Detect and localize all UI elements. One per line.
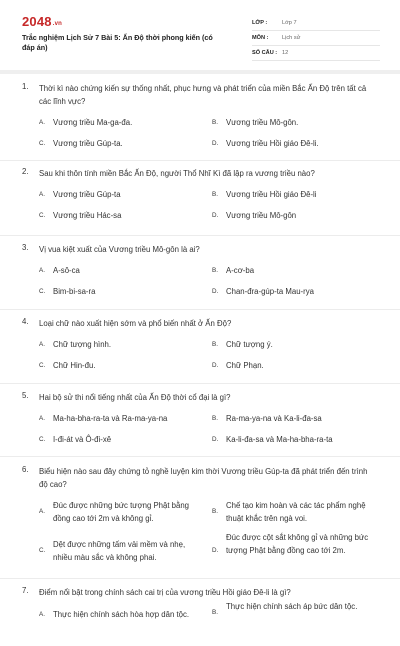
meta-value: Lớp 7 xyxy=(282,20,297,26)
option-text: Vương triều Gúp-ta. xyxy=(53,139,123,148)
question-item xyxy=(0,167,400,236)
meta-value: Lịch sử xyxy=(282,35,301,41)
option-label: B. xyxy=(212,119,218,126)
question-number: 6. xyxy=(22,465,29,474)
question-text: Sau khi thôn tính miền Bắc Ấn Độ, người Thổ Nhĩ Kì đã lập ra vương triều nào? xyxy=(39,169,315,178)
option-label: C. xyxy=(39,547,46,554)
option-label: A. xyxy=(39,119,45,126)
question-number: 5. xyxy=(22,391,29,400)
option-text: Chan-đra-gúp-ta Mau-rya xyxy=(226,287,314,296)
option-label: A. xyxy=(39,191,45,198)
option-label: D. xyxy=(212,288,219,295)
option-text: Vương triều Hác-sa xyxy=(53,211,122,220)
header-divider xyxy=(0,70,400,74)
meta-value: 12 xyxy=(282,50,289,56)
option-text: Ma-ha-bha-ra-ta và Ra-ma-ya-na xyxy=(53,414,168,423)
logo-tld: .vn xyxy=(52,21,63,27)
option-text: Dệt được những tấm vải mềm và nhẹ, nhiều màu sắc và không phai. xyxy=(53,540,186,562)
question-item xyxy=(0,465,400,579)
option-label: D. xyxy=(212,212,219,219)
option-text: Bim-bi-sa-ra xyxy=(53,287,96,296)
option-label: A. xyxy=(39,415,45,422)
option-text: Vương triều Ma-ga-đa. xyxy=(53,118,133,127)
option-text: Chữ tượng hình. xyxy=(53,340,112,349)
option-label: C. xyxy=(39,212,46,219)
option-text: Chữ Phạn. xyxy=(226,361,264,370)
option-text: A-sô-ca xyxy=(53,266,80,275)
question-item xyxy=(0,317,400,384)
question-text: Biểu hiện nào sau đây chứng tỏ nghề luyện kim thời Vương triều Gúp-ta đã phát triển đến trình độ cao? xyxy=(39,467,368,489)
option-text: Chế tạo kim hoàn và các tác phẩm nghệ thuật khắc trên ngà voi. xyxy=(226,501,366,523)
question-text: Điểm nổi bật trong chính sách cai trị của vương triều Hồi giáo Đê-li là gì? xyxy=(39,588,291,597)
option-label: A. xyxy=(39,267,45,274)
option-text: Ka-li-đa-sa và Ma-ha-bha-ra-ta xyxy=(226,435,333,444)
option-label: D. xyxy=(212,436,219,443)
option-label: A. xyxy=(39,508,45,515)
option-label: A. xyxy=(39,341,45,348)
option-text: A-cơ-ba xyxy=(226,266,255,275)
option-label: D. xyxy=(212,140,219,147)
question-number: 7. xyxy=(22,586,29,595)
option-text: Chữ Hin-đu. xyxy=(53,361,96,370)
option-label: B. xyxy=(212,415,218,422)
question-number: 1. xyxy=(22,82,29,91)
question-number: 3. xyxy=(22,243,29,252)
logo-text: 2048 xyxy=(22,14,52,29)
option-label: D. xyxy=(212,547,219,554)
meta-key: SỐ CÂU : xyxy=(252,50,278,56)
meta-row-class xyxy=(252,16,380,31)
question-item xyxy=(0,82,400,161)
option-text: Thực hiện chính sách hòa hợp dân tộc. xyxy=(53,610,190,619)
option-text: Vương triều Mô-gôn xyxy=(226,211,297,220)
document-title: Trắc nghiệm Lịch Sử 7 Bài 5: Ấn Độ thời phong kiến (có đáp án) xyxy=(22,33,213,52)
option-text: I-đi-át và Ô-đi-xê xyxy=(53,435,112,444)
meta-table xyxy=(252,16,380,61)
option-text: Vương triều Gúp-ta xyxy=(53,190,121,199)
meta-key: LỚP : xyxy=(252,20,268,26)
option-label: A. xyxy=(39,611,45,618)
option-label: B. xyxy=(212,191,218,198)
question-number: 4. xyxy=(22,317,29,326)
option-label: B. xyxy=(212,341,218,348)
option-label: D. xyxy=(212,362,219,369)
question-text: Hai bộ sử thi nổi tiếng nhất của Ấn Độ thời cổ đại là gì? xyxy=(39,393,231,402)
question-text: Vị vua kiệt xuất của Vương triều Mô-gôn là ai? xyxy=(39,245,200,254)
option-text: Chữ tượng ý. xyxy=(226,340,273,349)
meta-row-subject xyxy=(252,31,380,46)
option-text: Đúc được cột sắt không gỉ và những bức tượng Phật bằng đồng cao tới 2m. xyxy=(226,533,369,555)
site-logo[interactable] xyxy=(22,14,62,29)
option-label: C. xyxy=(39,436,46,443)
meta-row-count xyxy=(252,46,380,61)
option-label: C. xyxy=(39,362,46,369)
meta-key: MÔN : xyxy=(252,35,269,41)
option-label: C. xyxy=(39,288,46,295)
option-text: Vương triều Mô-gôn. xyxy=(226,118,299,127)
option-label: C. xyxy=(39,140,46,147)
question-text: Loại chữ nào xuất hiện sớm và phổ biến nhất ở Ấn Độ? xyxy=(39,319,232,328)
question-text: Thời kì nào chứng kiến sự thống nhất, phục hưng và phát triển của miền Bắc Ấn Độ trên tất cả các lĩnh vực? xyxy=(39,84,367,106)
option-text: Vương triều Hồi giáo Đê-li xyxy=(226,190,317,199)
document-header xyxy=(0,0,400,70)
option-label: B. xyxy=(212,267,218,274)
question-number: 2. xyxy=(22,167,29,176)
question-list xyxy=(0,82,400,646)
option-label: B. xyxy=(212,609,218,616)
option-label: B. xyxy=(212,508,218,515)
question-item xyxy=(0,586,400,646)
option-text: Vương triều Hồi giáo Đê-li. xyxy=(226,139,319,148)
question-item xyxy=(0,391,400,457)
option-text: Ra-ma-ya-na và Ka-li-đa-sa xyxy=(226,414,322,423)
question-item xyxy=(0,243,400,310)
option-text: Thực hiện chính sách áp bức dân tộc. xyxy=(226,602,358,611)
option-text: Đúc được những bức tượng Phật bằng đồng cao tới 2m và không gỉ. xyxy=(53,501,190,523)
